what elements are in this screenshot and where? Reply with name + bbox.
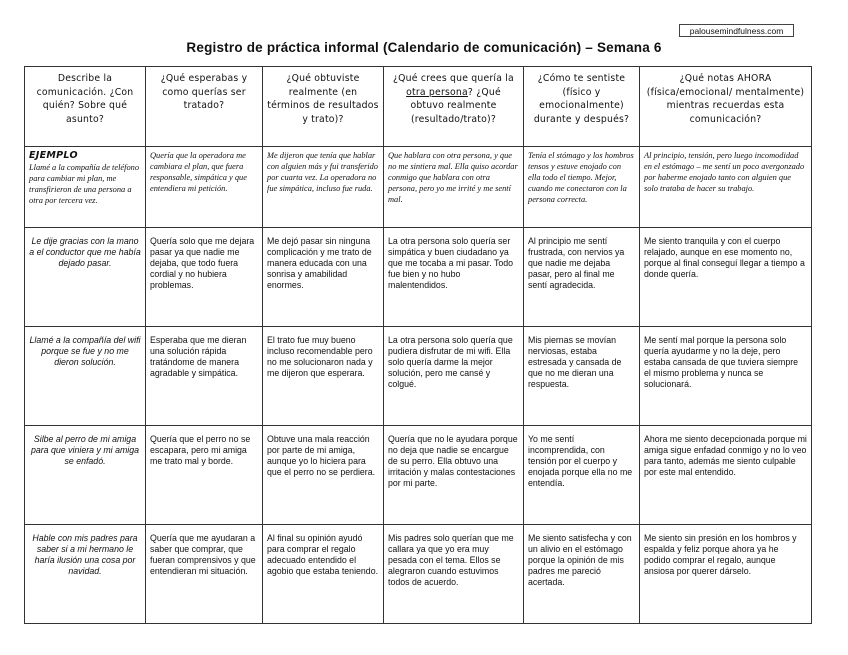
table-cell: Que hablara con otra persona, y que no me sintiera mal. Ella quiso acordar conmigo que hablara con otra persona, pero yo me irrité y me sentí mal.: [384, 147, 524, 228]
table-cell: EJEMPLO Llamé a la compañía de teléfono para cambiar mi plan, me transfirieron de una persona a otra por tercera vez.: [25, 147, 146, 228]
header-now: ¿Qué notas AHORA (física/emocional/ mentalmente) mientras recuerdas esta comunicación?: [640, 67, 812, 147]
table-cell: Mis padres solo querían que me callara ya que yo era muy pesada con el tema. Ellos se alegraron cuando estuvimos todos de acuerdo.: [384, 525, 524, 624]
table-cell: Quería solo que me dejara pasar ya que nadie me dejaba, que todo fuera cordial y no hubiera problemas.: [146, 228, 263, 327]
header-feelings: ¿Cómo te sentiste (físico y emocionalmente) durante y después?: [524, 67, 640, 147]
header-describe: Describe la comunicación. ¿Con quién? Sobre qué asunto?: [25, 67, 146, 147]
table-cell: La otra persona solo quería que pudiera disfrutar de mi wifi. Ella solo quería darme la mejor solución, pero me cansé y colgué.: [384, 327, 524, 426]
table-row: [25, 426, 812, 525]
table-row: [25, 327, 812, 426]
example-label: EJEMPLO: [29, 150, 78, 161]
header-obtained: ¿Qué obtuviste realmente (en términos de resultados y trato)?: [263, 67, 384, 147]
table-cell: Me dijeron que tenía que hablar con alguien más y fui transferido por cuarta vez. La operadora no fue simpática, incluso fue ruda.: [263, 147, 384, 228]
table-cell: Me siento sin presión en los hombros y espalda y feliz porque ahora ya he podido comprar el regalo, aunque ansiosa por querer dárselo.: [640, 525, 812, 624]
table-cell: Tenía el stómago y los hombros tensos y estuve enojado con ella todo el tiempo. Mejor, cuando me conectaron con la persona correcta.: [524, 147, 640, 228]
table-cell: Me siento tranquila y con el cuerpo relajado, aunque en ese momento no, porque al final conseguí llegar a tiempo a donde quería.: [640, 228, 812, 327]
table-cell: Silbe al perro de mi amiga para que viniera y mi amiga se enfadó.: [25, 426, 146, 525]
header-other-person: ¿Qué crees que quería la otra persona? ¿Qué obtuvo realmente (resultado/trato)?: [384, 67, 524, 147]
communication-log-table: [24, 66, 812, 624]
table-cell: Mis piernas se movían nerviosas, estaba estresada y cansada de que no me dieran una respuesta.: [524, 327, 640, 426]
table-cell: Me siento satisfecha y con un alivio en el estómago porque la opinión de mis padres me pareció acertada.: [524, 525, 640, 624]
table-cell: Quería que no le ayudara porque no deja que nadie se encargue de su perro. Ella obtuvo una irritación y malas contestaciones por mi parte.: [384, 426, 524, 525]
table-cell: La otra persona solo quería ser simpática y buen ciudadano ya que me tocaba a mi pasar. Todo fue bien y no hubo malentendidos.: [384, 228, 524, 327]
table-cell: Le dije gracias con la mano a el conductor que me había dejado pasar.: [25, 228, 146, 327]
table-row: [25, 525, 812, 624]
table-cell: Obtuve una mala reacción por parte de mi amiga, aunque yo lo hiciera para que el perro no se perdiera.: [263, 426, 384, 525]
header-expected: ¿Qué esperabas y como querías ser tratado?: [146, 67, 263, 147]
site-url-label: palousemindfulness.com: [679, 24, 794, 37]
table-cell: Me sentí mal porque la persona solo quería ayudarme y no la deje, pero estaba cansada de que tuviera siempre el mismo problema y nunca se solucionará.: [640, 327, 812, 426]
table-cell: Yo me sentí incomprendida, con tensión por el cuerpo y enojada porque ella no me entendía.: [524, 426, 640, 525]
header-row: [25, 67, 812, 147]
table-cell: Llamé a la compañía del wifi porque se fue y no me dieron solución.: [25, 327, 146, 426]
table-cell: Al principio me sentí frustrada, con nervios ya que nadie me dejaba pasar, pero al final me sentí agradecida.: [524, 228, 640, 327]
example-row: [25, 147, 812, 228]
table-cell: Hable con mis padres para saber si a mi hermano le haría ilusión una cosa por navidad.: [25, 525, 146, 624]
table-cell: Ahora me siento decepcionada porque mi amiga sigue enfadad conmigo y no lo veo para tanto, además me siento culpable por este mal entendido.: [640, 426, 812, 525]
table-cell: El trato fue muy bueno incluso recomendable pero no me solucionaron nada y me dijeron que esperara.: [263, 327, 384, 426]
table-row: [25, 228, 812, 327]
table-cell: Quería que me ayudaran a saber que comprar, que fueran comprensivos y que entendieran mi situación.: [146, 525, 263, 624]
table-cell: Esperaba que me dieran una solución rápida tratándome de manera agradable y simpática.: [146, 327, 263, 426]
table-cell: Al principio, tensión, pero luego incomodidad en el estómago – me sentí un poco avergonzado por haberme enojado tanto con alguien que solo trataba de hacer su trabajo.: [640, 147, 812, 228]
table-cell: Quería que la operadora me cambiara el plan, que fuera responsable, simpática y que entendiera mi petición.: [146, 147, 263, 228]
table-cell: Al final su opinión ayudó para comprar el regalo adecuado entendido el agobio que estaba teniendo.: [263, 525, 384, 624]
page-title: Registro de práctica informal (Calendario de comunicación) – Semana 6: [186, 40, 662, 55]
table-cell: Quería que el perro no se escapara, pero mi amiga me trato mal y borde.: [146, 426, 263, 525]
table-cell: Me dejó pasar sin ninguna complicación y me trato de manera educada con una sonrisa y amabilidad enormes.: [263, 228, 384, 327]
